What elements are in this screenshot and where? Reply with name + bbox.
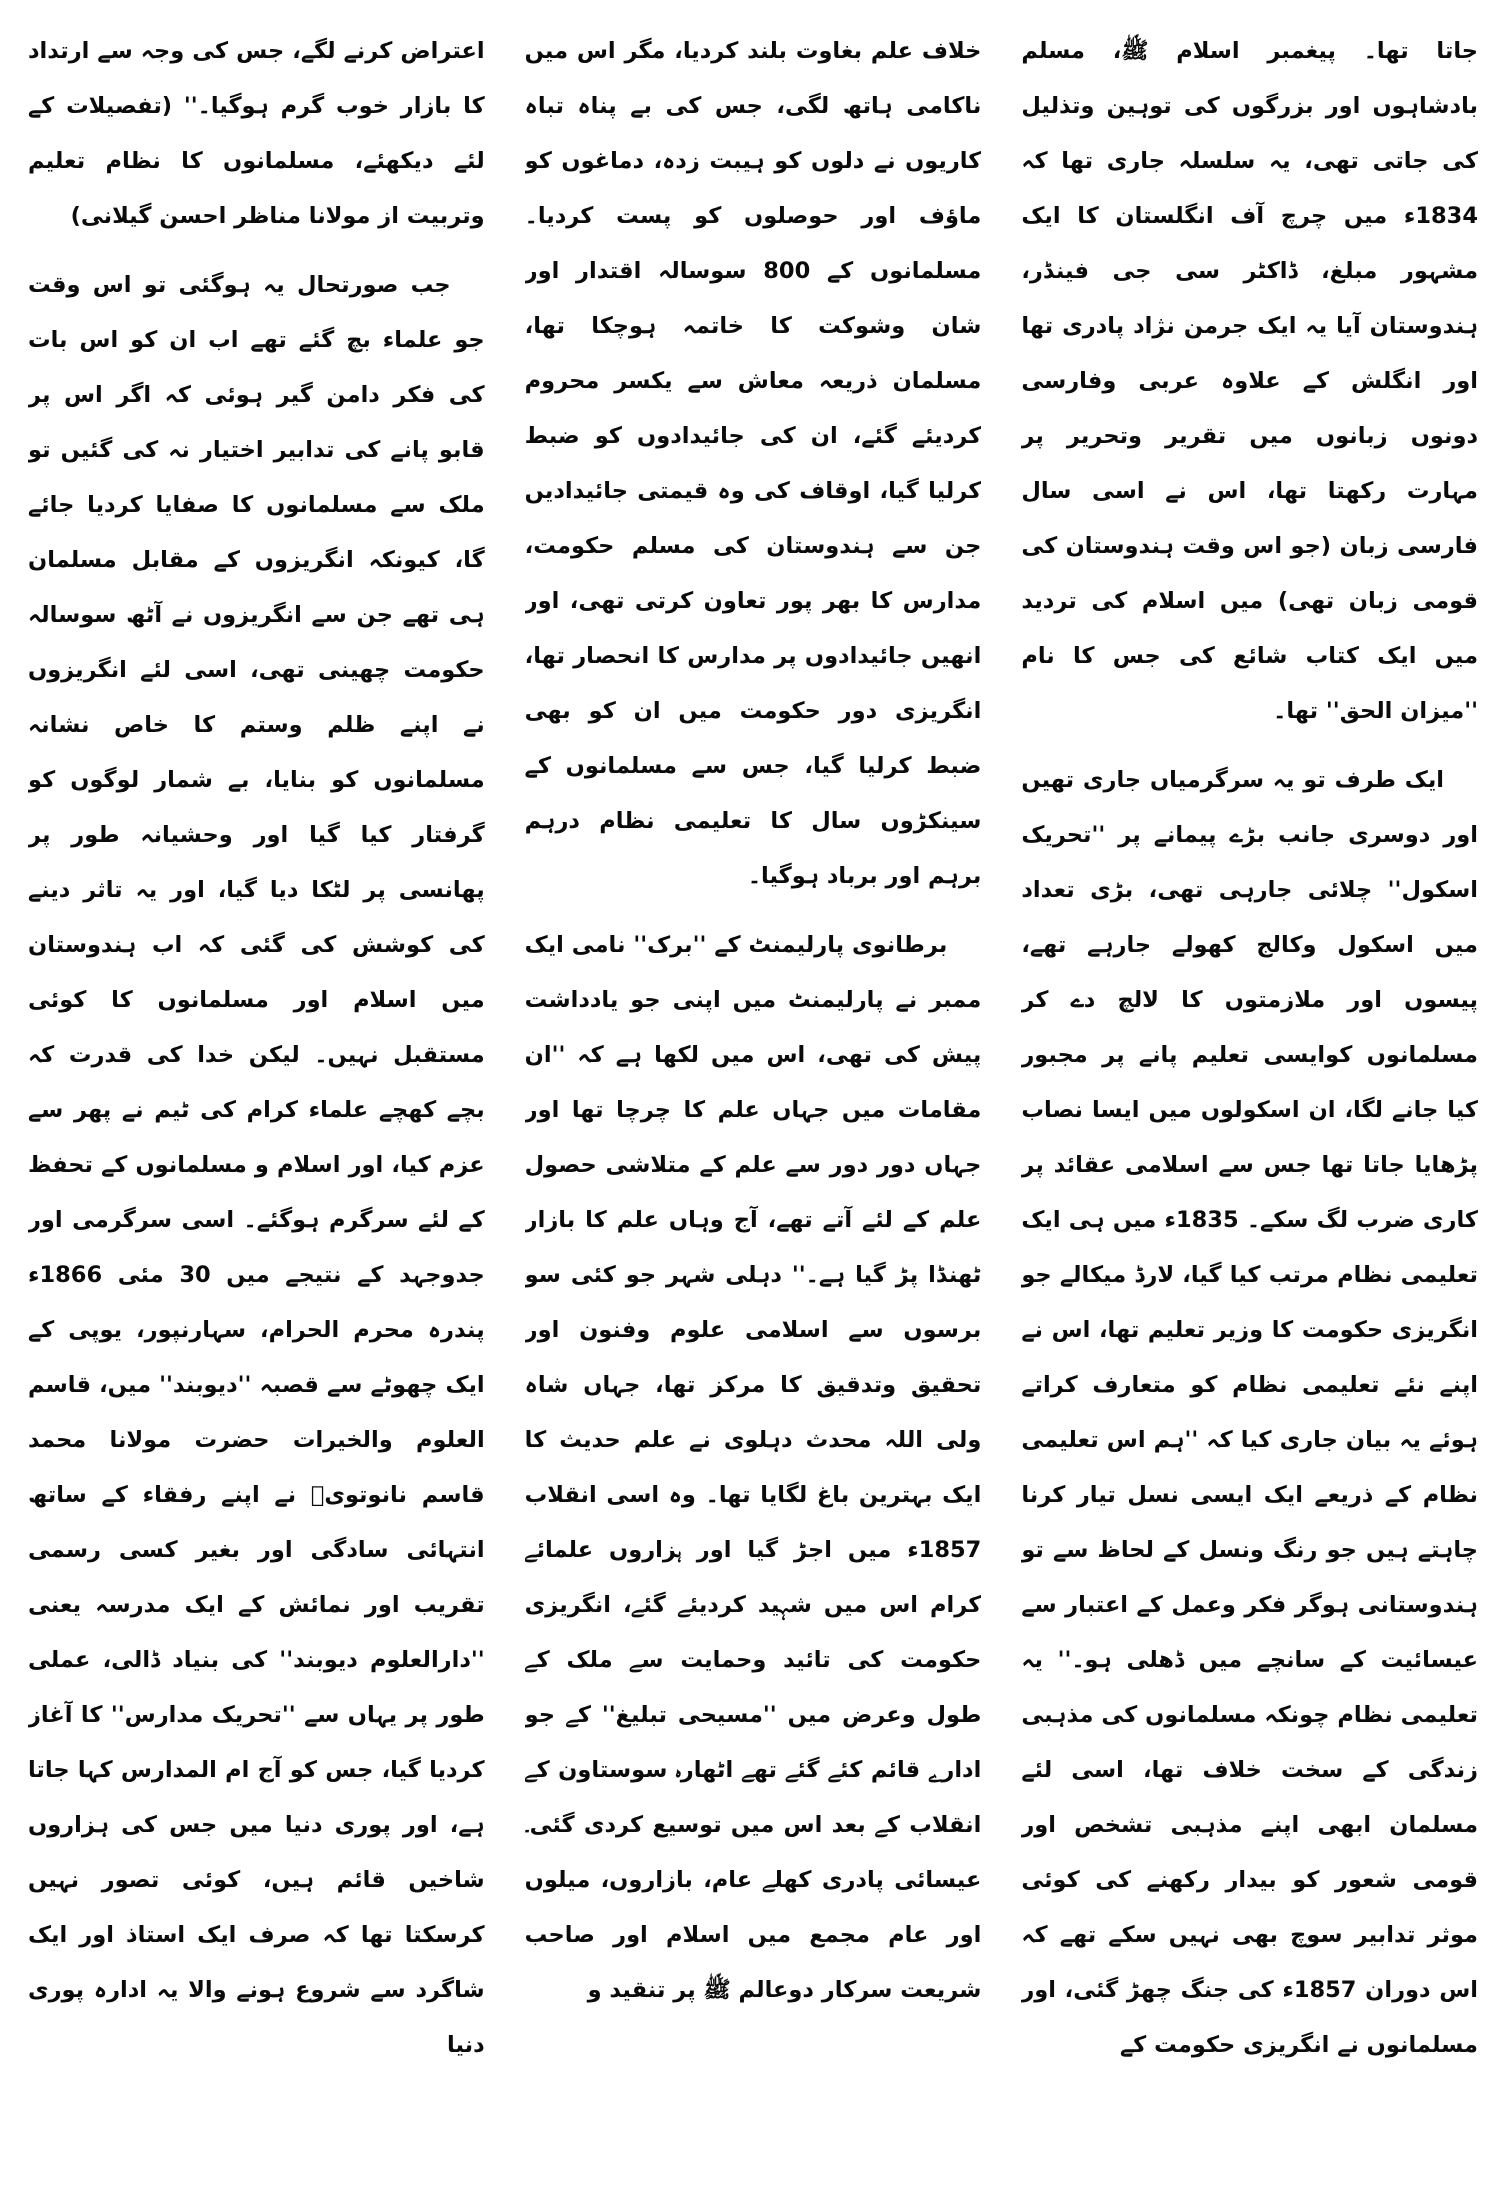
paragraph: جاتا تھا۔ پیغمبر اسلام ﷺ، مسلم بادشاہوں اور بزرگوں کی توہین وتذلیل کی جاتی تھی، یہ سلسلہ جاری تھا کہ 1834ء میں چرچ آف انگلستان کا ایک مشہور مبلغ، ڈاکٹر سی جی فینڈر، ہندوستان آیا یہ ایک جرمن نژاد پادری تھا اور انگلش کے علاوہ عربی وفارسی دونوں زبانوں میں تقریر وتحریر پر مہارت رکھتا تھا، اس نے اسی سال فارسی زبان (جو اس وقت ہندوستان کی قومی زبان تھی) میں اسلام کی تردید میں ایک کتاب شائع کی جس کا نام ''میزان الحق'' تھا۔ [1021,38,1478,724]
article-column-right [1021,24,1478,2186]
article-column-middle [525,24,982,2186]
paragraph: برطانوی پارلیمنٹ کے ''برک'' نامی ایک ممبر نے پارلیمنٹ میں اپنی جو یادداشت پیش کی تھی، اس میں لکھا ہے کہ ''ان مقامات میں جہاں علم کا چرچا تھا اور جہاں دور دور سے علم کے متلاشی حصول علم کے لئے آتے تھے، آج وہاں علم کا بازار ٹھنڈا پڑ گیا ہے۔'' دہلی شہر جو کئی سو برسوں سے اسلامی علوم وفنون اور تحقیق وتدقیق کا مرکز تھا، جہاں شاہ ولی اللہ محدث دہلوی نے علم حدیث کا ایک بہترین باغ لگایا تھا۔ وہ اسی انقلاب 1857ء میں اجڑ گیا اور ہزاروں علمائے کرام اس میں شہید کردیئے گئے، انگریزی حکومت کی تائید وحمایت سے ملک کے طول وعرض میں ''مسیحی تبلیغ'' کے جو ادارے قائم کئے گئے تھے اٹھارہ سوستاون کے انقلاب کے بعد اس میں توسیع کردی گئی۔ عیسائی پادری کھلے عام، بازاروں، میلوں اور عام مجمع میں اسلام اور صاحب شریعت سرکار دوعالم ﷺ پر تنقید و [524,932,982,2003]
article-column-left [28,24,485,2186]
paragraph: ایک طرف تو یہ سرگرمیاں جاری تھیں اور دوسری جانب بڑے پیمانے پر ''تحریک اسکول'' چلائی جارہی تھی، بڑی تعداد میں اسکول وکالج کھولے جارہے تھے، پیسوں اور ملازمتوں کا لالچ دے کر مسلمانوں کوایسی تعلیم پانے پر مجبور کیا جانے لگا، ان اسکولوں میں ایسا نصاب پڑھایا جاتا تھا جس سے اسلامی عقائد پر کاری ضرب لگ سکے۔ 1835ء میں ہی ایک تعلیمی نظام مرتب کیا گیا، لارڈ میکالے جو انگریزی حکومت کا وزیر تعلیم تھا، اس نے اپنے نئے تعلیمی نظام کو متعارف کراتے ہوئے یہ بیان جاری کیا کہ ''ہم اس تعلیمی نظام کے ذریعے ایک ایسی نسل تیار کرنا چاہتے ہیں جو رنگ ونسل کے لحاظ سے تو ہندوستانی ہوگر فکر وعمل کے اعتبار سے عیسائیت کے سانچے میں ڈھلی ہو۔'' یہ تعلیمی نظام چونکہ مسلمانوں کی مذہبی زندگی کے سخت خلاف تھا، اسی لئے مسلمان ابھی اپنے مذہبی تشخص اور قومی شعور کو بیدار رکھنے کی کوئی موثر تدابیر سوچ بھی نہیں سکے تھے کہ اس دوران 1857ء کی جنگ چھڑ گئی، اور مسلمانوں نے انگریزی حکومت کے [1021,767,1478,2058]
paragraph: اعتراض کرنے لگے، جس کی وجہ سے ارتداد کا بازار خوب گرم ہوگیا۔'' (تفصیلات کے لئے دیکھئے، مسلمانوں کا نظام تعلیم وتربیت از مولانا مناظر احسن گیلانی) [27,38,485,229]
paragraph: خلاف علم بغاوت بلند کردیا، مگر اس میں ناکامی ہاتھ لگی، جس کی بے پناہ تباہ کاریوں نے دلوں کو ہیبت زدہ، دماغوں کو ماؤف اور حوصلوں کو پست کردیا۔ مسلمانوں کے 800 سوسالہ اقتدار اور شان وشوکت کا خاتمہ ہوچکا تھا، مسلمان ذریعہ معاش سے یکسر محروم کردیئے گئے، ان کی جائیدادوں کو ضبط کرلیا گیا، اوقاف کی وہ قیمتی جائیدادیں جن سے ہندوستان کی مسلم حکومت، مدارس کا بھر پور تعاون کرتی تھی، اور انھیں جائیدادوں پر مدارس کا انحصار تھا، انگریزی دور حکومت میں ان کو بھی ضبط کرلیا گیا، جس سے مسلمانوں کے سینکڑوں سال کا تعلیمی نظام درہم برہم اور برباد ہوگیا۔ [524,38,982,889]
paragraph: جب صورتحال یہ ہوگئی تو اس وقت جو علماء بچ گئے تھے اب ان کو اس بات کی فکر دامن گیر ہوئی کہ اگر اس پر قابو پانے کی تدابیر اختیار نہ کی گئیں تو ملک سے مسلمانوں کا صفایا کردیا جائے گا، کیونکہ انگریزوں کے مقابل مسلمان ہی تھے جن سے انگریزوں نے آٹھ سوسالہ حکومت چھینی تھی، اسی لئے انگریزوں نے اپنے ظلم وستم کا خاص نشانہ مسلمانوں کو بنایا، بے شمار لوگوں کو گرفتار کیا گیا اور وحشیانہ طور پر پھانسی پر لٹکا دیا گیا، اور یہ تاثر دینے کی کوشش کی گئی کہ اب ہندوستان میں اسلام اور مسلمانوں کا کوئی مستقبل نہیں۔ لیکن خدا کی قدرت کہ بچے کھچے علماء کرام کی ٹیم نے پھر سے عزم کیا، اور اسلام و مسلمانوں کے تحفظ کے لئے سرگرم ہوگئے۔ اسی سرگرمی اور جدوجہد کے نتیجے میں 30 مئی 1866ء پندرہ محرم الحرام، سہارنپور، یوپی کے ایک چھوٹے سے قصبہ ''دیوبند'' میں، قاسم العلوم والخیرات حضرت مولانا محمد قاسم نانوتویؒ نے اپنے رفقاء کے ساتھ انتہائی سادگی اور بغیر کسی رسمی تقریب اور نمائش کے ایک مدرسہ یعنی ''دارالعلوم دیوبند'' کی بنیاد ڈالی، عملی طور پر یہاں سے ''تحریک مدارس'' کا آغاز کردیا گیا، جس کو آج ام المدارس کہا جاتا ہے، اور پوری دنیا میں جس کی ہزاروں شاخیں قائم ہیں، کوئی تصور نہیں کرسکتا تھا کہ صرف ایک استاذ اور ایک شاگرد سے شروع ہونے والا یہ ادارہ پوری دنیا [27,272,485,2058]
